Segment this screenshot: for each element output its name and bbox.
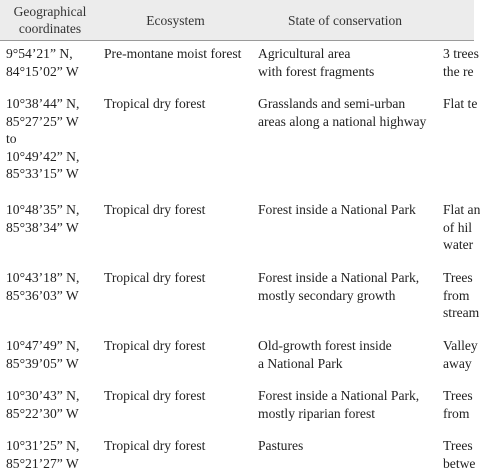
- row-3-state-line-1: Forest inside a National Park: [258, 202, 416, 217]
- row-6-coord-line-2: 85°22’30” W: [6, 405, 79, 421]
- row-5-notes-line-2: away: [443, 355, 472, 371]
- row-7-state-line-1: Pastures: [258, 438, 304, 453]
- row-6-state-line-1: Forest inside a National Park,: [258, 388, 420, 403]
- row-5-coord-line-1: 10°47’49” N,: [6, 338, 80, 353]
- row-2-state-line-1: Grasslands and semi-urban: [258, 96, 406, 111]
- row-6-state: [258, 387, 419, 422]
- row-5-notes-line-1: Valley: [443, 338, 478, 353]
- row-3-notes-line-3: water: [443, 237, 474, 252]
- row-3-ecosystem: Tropical dry forest: [104, 202, 206, 217]
- row-5-state-line-1: Old-growth forest inside: [258, 338, 392, 353]
- row-6-notes-line-1: Trees: [443, 388, 473, 403]
- row-3-coord-line-2: 85°38’34” W: [6, 219, 79, 235]
- row-2-coordinates: [6, 95, 79, 183]
- row-2-coord-line-1: 10°38’44” N,: [6, 96, 80, 111]
- row-5-state: [258, 337, 392, 372]
- row-1-coordinates: [6, 45, 79, 80]
- row-3-state: [258, 201, 416, 219]
- row-4-coordinates: [6, 269, 79, 304]
- row-1-notes-line-2: the re: [443, 63, 474, 79]
- row-7-notes-line-2: betwe: [443, 455, 476, 471]
- row-7-coord-line-2: 85°21’27” W: [6, 455, 79, 471]
- row-6-notes-line-2: from: [443, 405, 470, 421]
- row-4-coord-line-2: 85°36’03” W: [6, 287, 79, 303]
- header-divider: [0, 40, 474, 41]
- row-4-state: [258, 269, 419, 304]
- row-6-state-line-2: mostly riparian forest: [258, 405, 376, 421]
- row-2-notes-line-1: Flat te: [443, 96, 478, 111]
- row-1-state: [258, 45, 374, 80]
- row-4-notes-line-1: Trees: [443, 270, 473, 285]
- row-6-notes: [443, 387, 473, 422]
- row-1-notes-line-1: 3 trees: [443, 46, 479, 61]
- row-5-coord-line-2: 85°39’05” W: [6, 355, 79, 371]
- row-3-coordinates: [6, 201, 79, 236]
- row-2-state-line-2: areas along a national highway: [258, 113, 427, 129]
- row-7-coordinates: [6, 437, 79, 472]
- row-4-notes-line-2: from: [443, 287, 470, 303]
- row-4-ecosystem: Tropical dry forest: [104, 270, 206, 285]
- row-2-ecosystem: Tropical dry forest: [104, 96, 206, 111]
- row-7-notes-line-1: Trees: [443, 438, 473, 453]
- row-1-coord-line-2: 84°15’02” W: [6, 63, 79, 79]
- row-4-state-line-1: Forest inside a National Park,: [258, 270, 420, 285]
- header-coordinates-line-1: Geographical: [13, 4, 87, 19]
- row-2-notes: [443, 95, 477, 113]
- row-1-coord-line-1: 9°54’21” N,: [6, 46, 73, 61]
- header-coordinates-line-2: coordinates: [18, 21, 82, 36]
- header-ecosystem: Ecosystem: [146, 13, 205, 28]
- row-3-notes: [443, 201, 480, 254]
- row-5-state-line-2: a National Park: [258, 355, 343, 371]
- row-4-notes-line-3: stream: [443, 305, 480, 320]
- row-6-ecosystem: Tropical dry forest: [104, 388, 206, 403]
- row-5-notes: [443, 337, 478, 372]
- row-4-notes: [443, 269, 479, 322]
- row-3-notes-line-2: of hil: [443, 219, 473, 235]
- row-6-coord-line-1: 10°30’43” N,: [6, 388, 80, 403]
- row-5-ecosystem: Tropical dry forest: [104, 338, 206, 353]
- row-4-coord-line-1: 10°43’18” N,: [6, 270, 80, 285]
- row-1-state-line-1: Agricultural area: [258, 46, 351, 61]
- row-2-coord-line-4: 10°49’42” N,: [6, 148, 80, 164]
- row-3-coord-line-1: 10°48’35” N,: [6, 202, 80, 217]
- row-2-coord-line-3: to: [6, 131, 17, 146]
- row-2-state: [258, 95, 426, 130]
- row-7-notes: [443, 437, 475, 472]
- row-1-state-line-2: with forest fragments: [258, 63, 375, 79]
- row-2-coord-line-2: 85°27’25” W: [6, 113, 79, 129]
- header-state-of-conservation: State of conservation: [288, 13, 402, 28]
- header-coordinates: [2, 3, 98, 37]
- row-7-state: [258, 437, 303, 455]
- row-7-ecosystem: Tropical dry forest: [104, 438, 206, 453]
- row-7-coord-line-1: 10°31’25” N,: [6, 438, 80, 453]
- row-1-ecosystem: Pre-montane moist forest: [104, 46, 242, 61]
- row-3-notes-line-1: Flat an: [443, 202, 480, 217]
- row-2-coord-line-5: 85°33’15” W: [6, 166, 79, 181]
- row-5-coordinates: [6, 337, 79, 372]
- row-1-notes: [443, 45, 479, 80]
- row-4-state-line-2: mostly secondary growth: [258, 287, 396, 303]
- row-6-coordinates: [6, 387, 79, 422]
